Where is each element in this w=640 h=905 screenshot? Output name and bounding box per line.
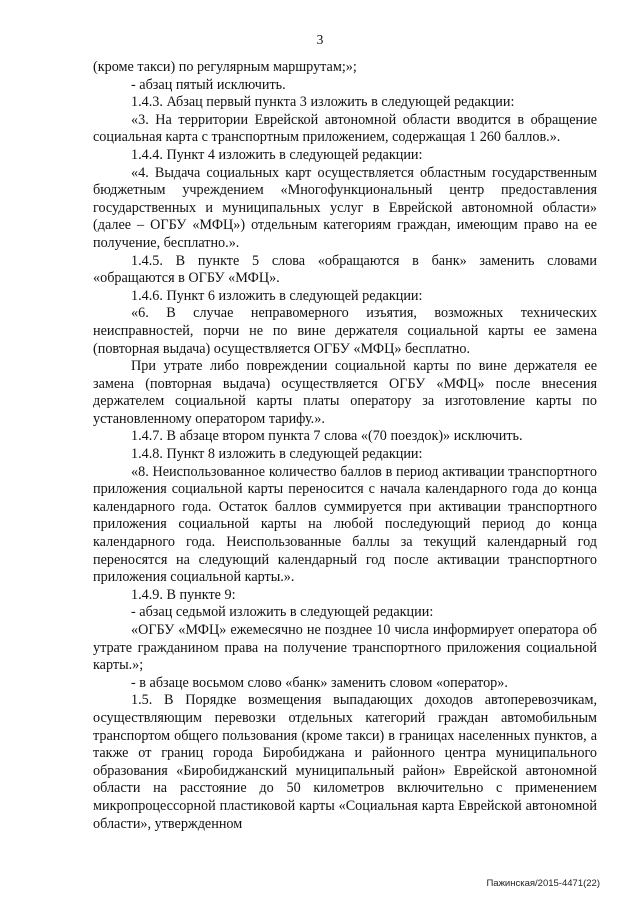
paragraph: 1.4.6. Пункт 6 изложить в следующей редакции: [131,287,423,304]
paragraph: «6. В случае неправомерного изъятия, возможных технических неисправностей, порчи не по вине держателя социальной карты ее замена (повторная выдача) осуществляется ОГБУ «МФЦ» бесплатно. [93,305,597,357]
paragraph: - абзац пятый исключить. [131,76,286,93]
document-body [93,59,597,833]
paragraph: «ОГБУ «МФЦ» ежемесячно не позднее 10 числа информирует оператора об утрате гражданином права на получение транспортного приложения социальной карты.»; [93,622,597,674]
paragraph: «8. Неиспользованное количество баллов в период активации транспортного приложения социальной карты переносится с начала календарного года до конца календарного года. Остаток баллов суммируется при активации транспортного приложения социальной карты на любой последующий период до конца календарного года. Неиспользованные баллы за текущий календарный год переносятся на следующий календарный год после активации транспортного приложения социальной карты.». [93,463,597,586]
paragraph: - абзац седьмой изложить в следующей редакции: [131,604,434,621]
paragraph: «3. На территории Еврейской автономной области вводится в обращение социальная карта с транспортным приложением, содержащая 1 260 баллов.». [93,111,597,146]
paragraph: 1.4.7. В абзаце втором пункта 7 слова «(70 поездок)» исключить. [131,428,523,445]
footer-document-code: Пажинская/2015-4471(22) [486,878,600,889]
paragraph: 1.4.4. Пункт 4 изложить в следующей редакции: [131,146,423,163]
paragraph: 1.4.3. Абзац первый пункта 3 изложить в следующей редакции: [131,94,515,111]
paragraph: 1.4.8. Пункт 8 изложить в следующей редакции: [131,446,423,463]
paragraph: 1.5. В Порядке возмещения выпадающих доходов автоперевозчикам, осуществляющим перевозки отдельных категорий граждан автомобильным транспортом общего пользования (кроме такси) в границах населенных пунктов, а также от границ города Биробиджана и районного центра муниципального образования «Биробиджанский муниципальный район» Еврейской автономной области на расстояние до 50 километров включительно с применением микропроцессорной пластиковой карты «Социальная карта Еврейской автономной области», утвержденном [93,692,597,832]
paragraph: (кроме такси) по регулярным маршрутам;»; [93,59,357,75]
page-number: 3 [316,32,324,47]
paragraph: 1.4.9. В пункте 9: [131,586,236,603]
paragraph: - в абзаце восьмом слово «банк» заменить словом «оператор». [131,674,508,691]
paragraph: При утрате либо повреждении социальной карты по вине держателя ее замена (повторная выдача) осуществляется ОГБУ «МФЦ» после внесения держателем социальной карты платы оператору за изготовление карты по установленному оператором тарифу.». [93,358,597,427]
paragraph: «4. Выдача социальных карт осуществляется областным государственным бюджетным учреждением «Многофункциональный центр предоставления государственных и муниципальных услуг в Еврейской автономной области» (далее – ОГБУ «МФЦ») отдельным категориям граждан, имеющим право на ее получение, бесплатно.». [93,164,597,251]
paragraph: 1.4.5. В пункте 5 слова «обращаются в банк» заменить словами «обращаются в ОГБУ «МФЦ». [93,252,597,287]
